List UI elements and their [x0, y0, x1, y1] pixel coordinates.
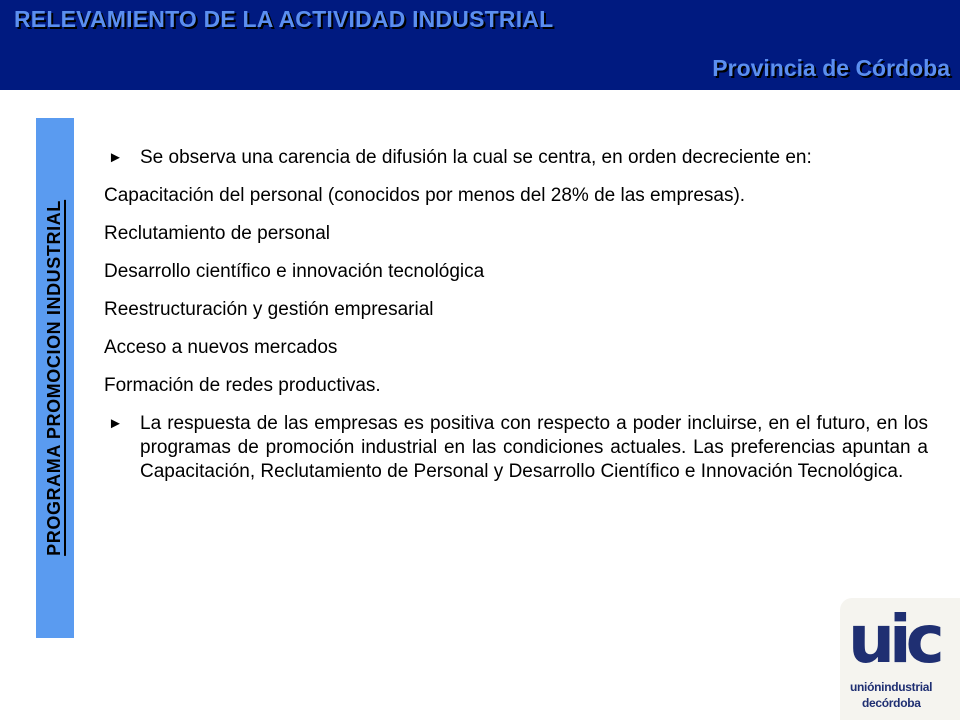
page-subtitle: Provincia de Córdoba [712, 55, 950, 81]
logo-text-line1: uniónindustrial [850, 680, 933, 694]
bullet-text: La respuesta de las empresas es positiva con respecto a poder incluirse, en el futuro, en los programas de promoción industrial en las condiciones actuales. Las preferencias apuntan a Capacitación, Reclutamiento de Personal y Desarrollo Científico e Innovación Tecnológica. [140, 413, 928, 482]
bullet-arrow-icon: ► [108, 149, 123, 166]
uic-logo [840, 598, 960, 720]
side-label: PROGRAMA PROMOCION INDUSTRIAL [44, 200, 64, 556]
page-title: RELEVAMIENTO DE LA ACTIVIDAD INDUSTRIAL [14, 6, 554, 32]
list-item: Acceso a nuevos mercados [104, 337, 338, 358]
bullet-text: Se observa una carencia de difusión la cual se centra, en orden decreciente en: [140, 147, 812, 168]
list-item: Reclutamiento de personal [104, 223, 331, 244]
slide-body [104, 146, 928, 498]
bullet-point [104, 146, 928, 170]
list-item: Capacitación del personal (conocidos por menos del 28% de las empresas). [104, 185, 746, 206]
logo-letters: uic [848, 601, 939, 678]
list-item: Desarrollo científico e innovación tecnológica [104, 261, 485, 282]
bullet-arrow-icon: ► [108, 415, 123, 432]
header-banner [0, 0, 960, 90]
list-item: Reestructuración y gestión empresarial [104, 299, 434, 320]
logo-text-line2: decórdoba [862, 696, 921, 710]
bullet-point [104, 412, 928, 484]
list-item: Formación de redes productivas. [104, 375, 381, 396]
